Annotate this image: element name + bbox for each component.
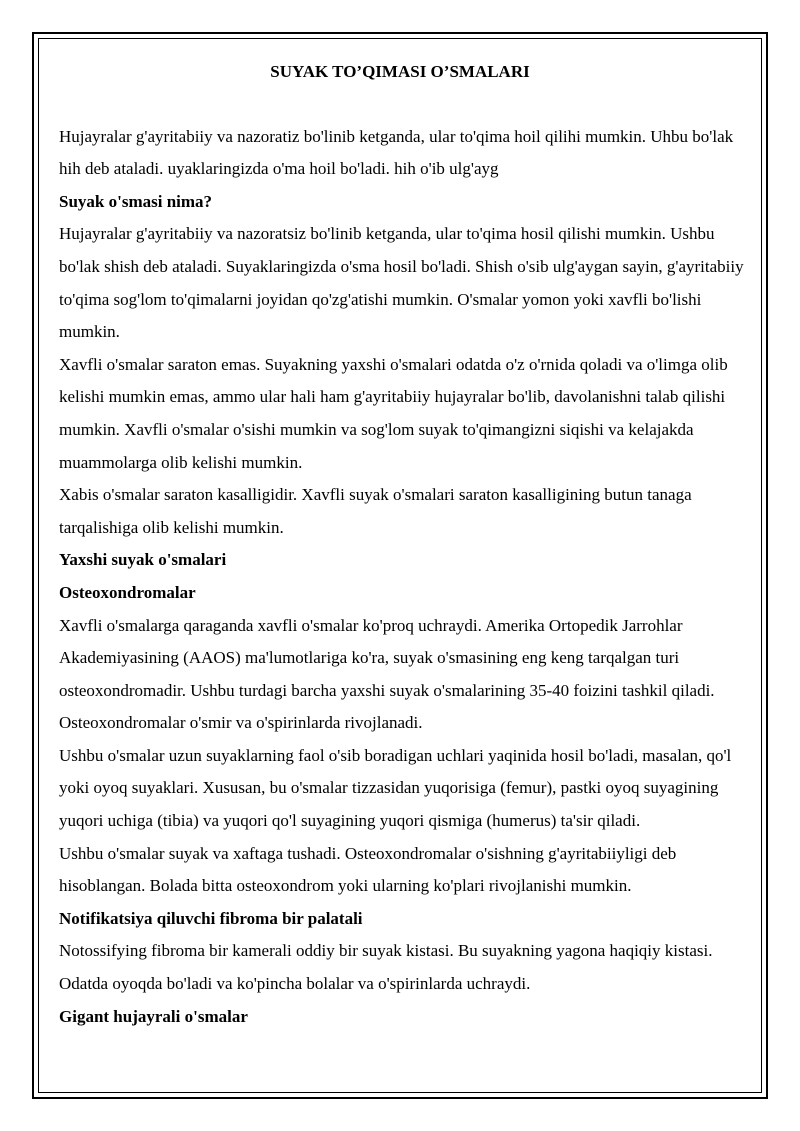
heading-giant-cell-tumors: Gigant hujayrali o'smalar [59,1006,248,1026]
paragraph-malignant-tumors: Xabis o'smalar saraton kasalligidir. Xavfli suyak o'smalari saraton kasalligining butun tanaga tarqalishiga olib kelishi mumkin. [59,485,692,537]
paragraph-osteochondroma-composition: Ushbu o'smalar suyak va xaftaga tushadi. Osteoxondromalar o'sishning g'ayritabiiyligi deb hisoblangan. Bolada bitta osteoxondrom yoki ularning ko'plari rivojlanishi mumkin. [59,843,677,896]
paragraph-osteochondroma-frequency: Xavfli o'smalarga qaraganda xavfli o'smalar ko'proq uchraydi. Amerika Ortopedik Jarrohlar Akademiyasining (AAOS) ma'lumotlariga ko'ra, suyak o'smasining eng keng tarqalgan turi osteoxondromadir. Ushbu turdagi barcha yaxshi suyak o'smalarining 35-40 foizini tashkil qiladi. Osteoxondromalar o'smir va o'spirinlarda rivojlanadi. [59,615,715,733]
document-body [59,56,749,1033]
paragraph-osteochondroma-location: Ushbu o'smalar uzun suyaklarning faol o'sib boradigan uchlari yaqinida hosil bo'ladi, masalan, qo'l yoki oyoq suyaklari. Xususan, bu o'smalar tizzasidan yuqorisiga (femur), pastki oyoq suyagining yuqori uchiga (tibia) va yuqori qo'l suyagining yuqori qismiga (humerus) ta'sir qiladi. [59,745,732,831]
heading-what-is-bone-tumor: Suyak o'smasi nima? [59,191,213,211]
heading-benign-bone-tumors: Yaxshi suyak o'smalari [59,550,227,570]
paragraph-definition: Hujayralar g'ayritabiiy va nazoratsiz bo'linib ketganda, ular to'qima hosil qilishi mumkin. Ushbu bo'lak shish deb ataladi. Suyaklaringizda o'sma hosil bo'ladi. Shish o'sib ulg'aygan sayin, g'ayritabiiy to'qima sog'lom to'qimalarni joyidan qo'zg'atishi mumkin. O'smalar yomon yoki xavfli bo'lishi mumkin. [59,224,744,342]
paragraph-nonossifying-fibroma: Notossifying fibroma bir kamerali oddiy bir suyak kistasi. Bu suyakning yagona haqiqiy kistasi. Odatda oyoqda bo'ladi va ko'pincha bolalar va o'spirinlarda uchraydi. [59,941,713,994]
paragraph-benign-tumors: Xavfli o'smalar saraton emas. Suyakning yaxshi o'smalari odatda o'z o'rnida qoladi va o'limga olib kelishi mumkin emas, ammo ular hali ham g'ayritabiiy hujayralar bo'lib, davolanishni talab qilishi mumkin. Xavfli o'smalar o'sishi mumkin va sog'lom suyak to'qimangizni siqishi va kelajakda muammolarga olib kelishi mumkin. [59,354,728,472]
heading-osteochondromas: Osteoxondromalar [59,582,196,602]
paragraph-intro: Hujayralar g'ayritabiiy va nazoratiz bo'linib ketganda, ular to'qima hoil qilihi mumkin. Uhbu bo'lak hih deb ataladi. uyaklaringizda o'ma hoil bo'ladi. hih o'ib ulg'ayg [59,126,734,179]
heading-nonossifying-fibroma: Notifikatsiya qiluvchi fibroma bir palatali [59,908,363,928]
document-title: SUYAK TO’QIMASI O’SMALARI [270,62,530,81]
